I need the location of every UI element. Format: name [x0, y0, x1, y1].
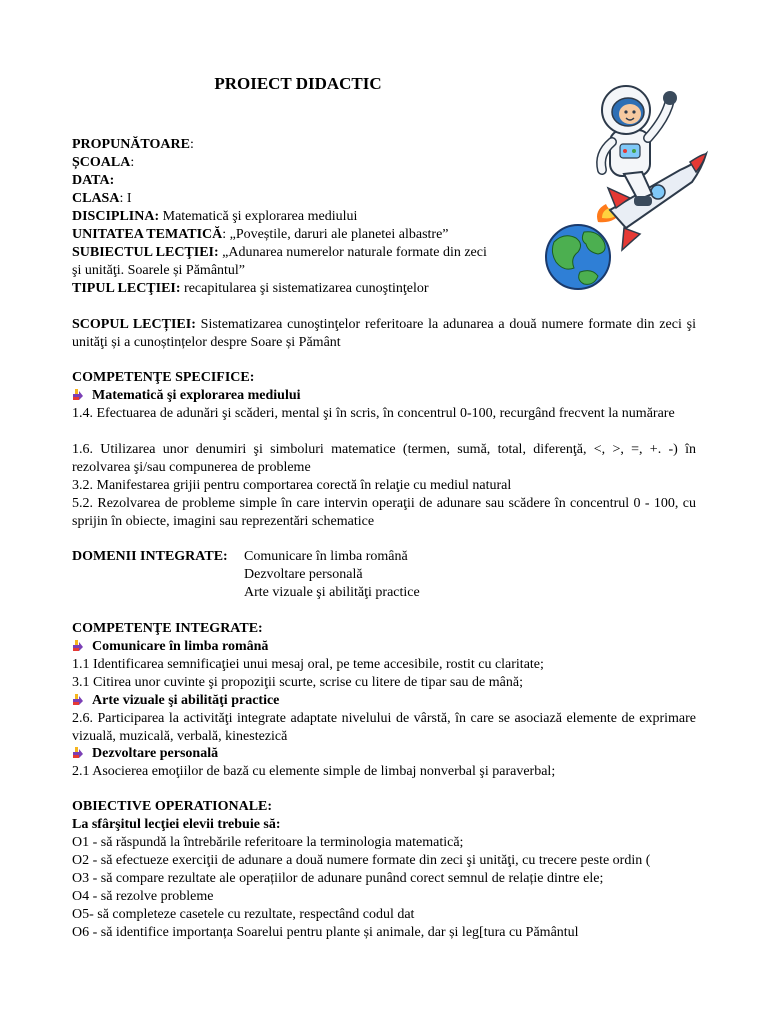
disciplina-line: DISCIPLINA: Matematică şi explorarea mediului: [72, 209, 358, 224]
competenta-5-2: 5.2. Rezolvarea de probleme simple în care intervin operaţii de adunare sau scădere în concentrul 0 - 100, cu sprijin în obiecte, imagini sau reprezentări schematice: [72, 496, 696, 529]
subiectul-line-2: şi unităţi. Soarele și Pământul”: [72, 263, 246, 278]
bullet-arte: Arte vizuale şi abilităţi practice: [72, 692, 279, 710]
colored-arrow-bullet-icon: [72, 693, 84, 705]
bullet-dezvoltare: Dezvoltare personală: [72, 745, 218, 763]
obiective-subheading: La sfârşitul lecţiei elevii trebuie să:: [72, 817, 281, 832]
bullet-subject-matematica: Matematică şi explorarea mediului: [72, 387, 301, 405]
domeniu-item: Arte vizuale şi abilităţi practice: [244, 585, 420, 600]
obiectiv-item: O6 - să identifice importanța Soarelui pentru plante și animale, dar și leg[tura cu Pământul: [72, 925, 579, 940]
domeniu-item: Dezvoltare personală: [244, 567, 363, 582]
colored-arrow-bullet-icon: [72, 746, 84, 758]
unitatea-line: UNITATEA TEMATICĂ: „Poveștile, daruri ale planetei albastre”: [72, 227, 449, 242]
obiectiv-item: O1 - să răspundă la întrebările referitoare la terminologia matematică;: [72, 835, 464, 850]
colored-arrow-bullet-icon: [72, 639, 84, 651]
scoala-line: ȘCOALA:: [72, 155, 135, 170]
competenta-integrata-item: 2.6. Participarea la activităţi integrate adaptate nivelului de vârstă, în care se asociază elemente de exprimare vizuală, muzicală, verbală, kinestezică: [72, 711, 696, 744]
colored-arrow-bullet-icon: [72, 388, 84, 400]
competenta-1-6: 1.6. Utilizarea unor denumiri şi simboluri matematice (termen, sumă, total, diferenţă, <, >, =, +. -) în rezolvarea şi/sau compunerea de probleme: [72, 442, 696, 475]
competenta-integrata-item: 2.1 Asocierea emoţiilor de bază cu elemente simple de limbaj nonverbal şi paraverbal;: [72, 764, 556, 779]
bullet-comunicare: Comunicare în limba română: [72, 638, 268, 656]
competenta-integrata-item: 1.1 Identificarea semnificaţiei unui mesaj oral, pe teme accesibile, rostit cu claritate;: [72, 657, 544, 672]
data-line: DATA:: [72, 173, 115, 188]
astronaut-rocket-illustration: [540, 82, 720, 297]
obiective-heading: OBIECTIVE OPERATIONALE:: [72, 799, 273, 814]
page-title: PROIECT DIDACTIC: [214, 74, 382, 93]
obiectiv-item: O4 - să rezolve probleme: [72, 889, 214, 904]
competente-integrate-heading: COMPETENŢE INTEGRATE:: [72, 621, 263, 636]
obiectiv-item: O5- să completeze casetele cu rezultate, respectând codul dat: [72, 907, 415, 922]
domeniu-item: Comunicare în limba română: [244, 549, 408, 564]
domenii-label: DOMENII INTEGRATE:: [72, 549, 228, 564]
competente-specifice-heading: COMPETENŢE SPECIFICE:: [72, 370, 255, 385]
obiectiv-item: O2 - să efectueze exerciţii de adunare a două numere formate din zeci şi unităţi, cu trecere peste ordin (: [72, 853, 651, 868]
competenta-3-2: 3.2. Manifestarea grijii pentru comportarea corectă în relaţie cu mediul natural: [72, 478, 512, 493]
clasa-line: CLASA: I: [72, 191, 132, 206]
tipul-line: TIPUL LECŢIEI: recapitularea şi sistematizarea cunoştinţelor: [72, 281, 429, 296]
obiectiv-item: O3 - să compare rezultate ale operațiilor de adunare punând corect semnul de relație dintre ele;: [72, 871, 604, 886]
scopul-paragraph: SCOPUL LECȚIEI: Sistematizarea cunoştinţelor referitoare la adunarea a două numere formate din zeci şi unităţi și a cunoștințelor despre Soare și Pământ: [72, 317, 696, 350]
competenta-integrata-item: 3.1 Citirea unor cuvinte şi propoziţii scurte, scrise cu litere de tipar sau de mână;: [72, 675, 523, 690]
propunatoare-line: PROPUNĂTOARE:: [72, 137, 194, 152]
competenta-1-4: 1.4. Efectuarea de adunări şi scăderi, mental şi în scris, în concentrul 0-100, recurgând frecvent la numărare: [72, 406, 675, 421]
subiectul-line: SUBIECTUL LECŢIEI: „Adunarea numerelor naturale formate din zeci: [72, 245, 487, 260]
